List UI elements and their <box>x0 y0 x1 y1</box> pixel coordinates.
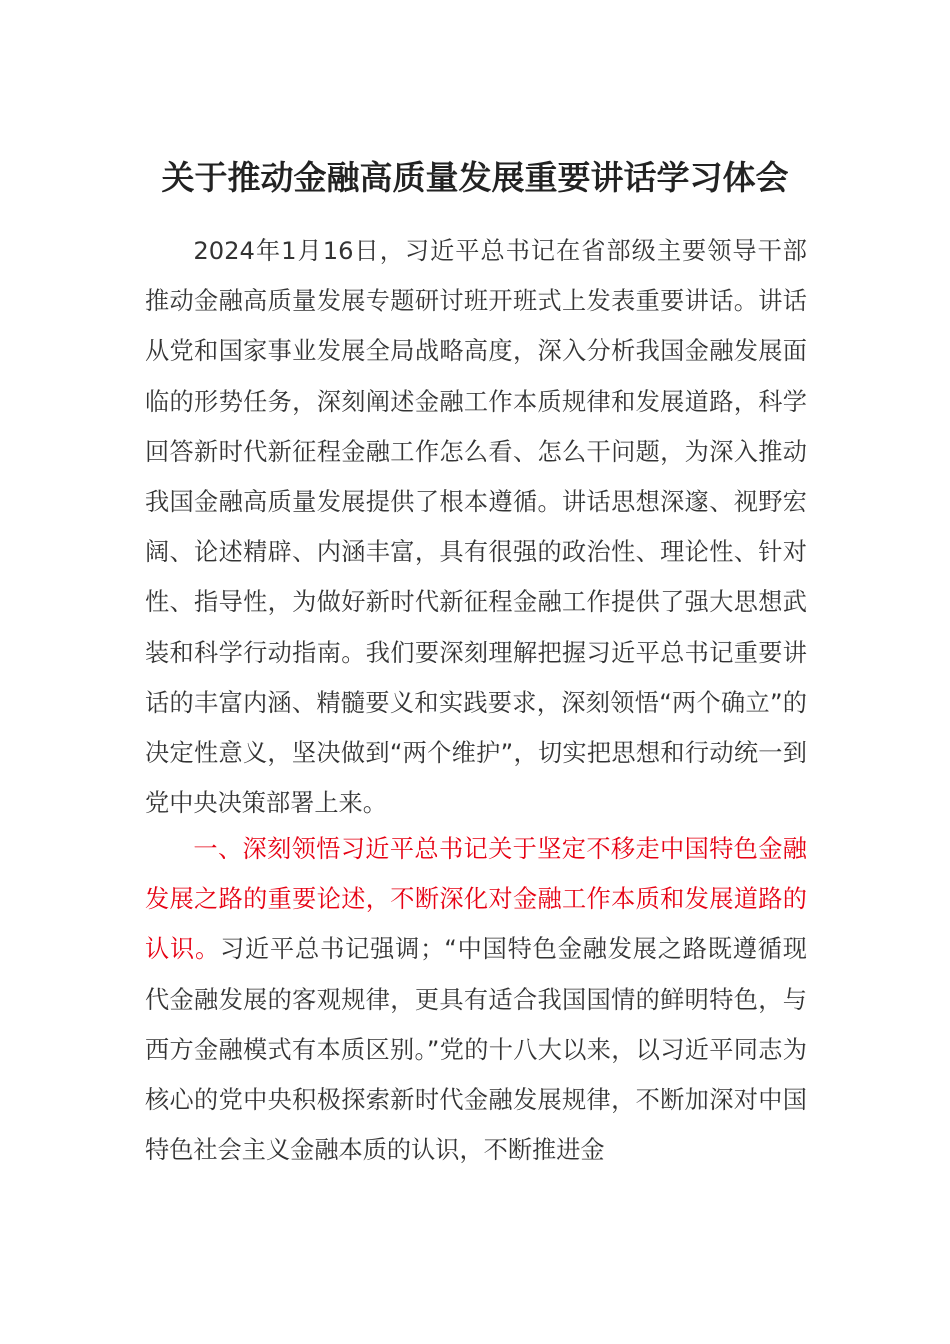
intro-paragraph: 2024年1月16日，习近平总书记在省部级主要领导干部推动金融高质量发展专题研讨班开班式上发表重要讲话。讲话从党和国家事业发展全局战略高度，深入分析我国金融发展面临的形势任务，深刻阐述金融工作本质规律和发展道路，科学回答新时代新征程金融工作怎么看、怎么干问题，为深入推动我国金融高质量发展提供了根本遵循。讲话思想深邃、视野宏阔、论述精辟、内涵丰富，具有很强的政治性、理论性、针对性、指导性，为做好新时代新征程金融工作提供了强大思想武装和科学行动指南。我们要深刻理解把握习近平总书记重要讲话的丰富内涵、精髓要义和实践要求，深刻领悟“两个确立”的决定性意义，坚决做到“两个维护”，切实把思想和行动统一到党中央决策部署上来。 <box>145 237 807 818</box>
section-1-text: 习近平总书记强调；“中国特色金融发展之路既遵循现代金融发展的客观规律，更具有适合我国国情的鲜明特色，与西方金融模式有本质区别。”党的十八大以来，以习近平同志为核心的党中央积极探索新时代金融发展规律，不断加深对中国特色社会主义金融本质的认识，不断推进金 <box>145 935 807 1165</box>
section-1-heading: 一、深刻领悟习近平总书记关于坚定不移走中国特色金融发展之路的重要论述，不断深化对金融工作本质和发展道路的认识。 <box>145 835 807 964</box>
section-1-paragraph <box>145 824 807 1175</box>
document-title: 关于推动金融高质量发展重要讲话学习体会 <box>161 158 789 197</box>
